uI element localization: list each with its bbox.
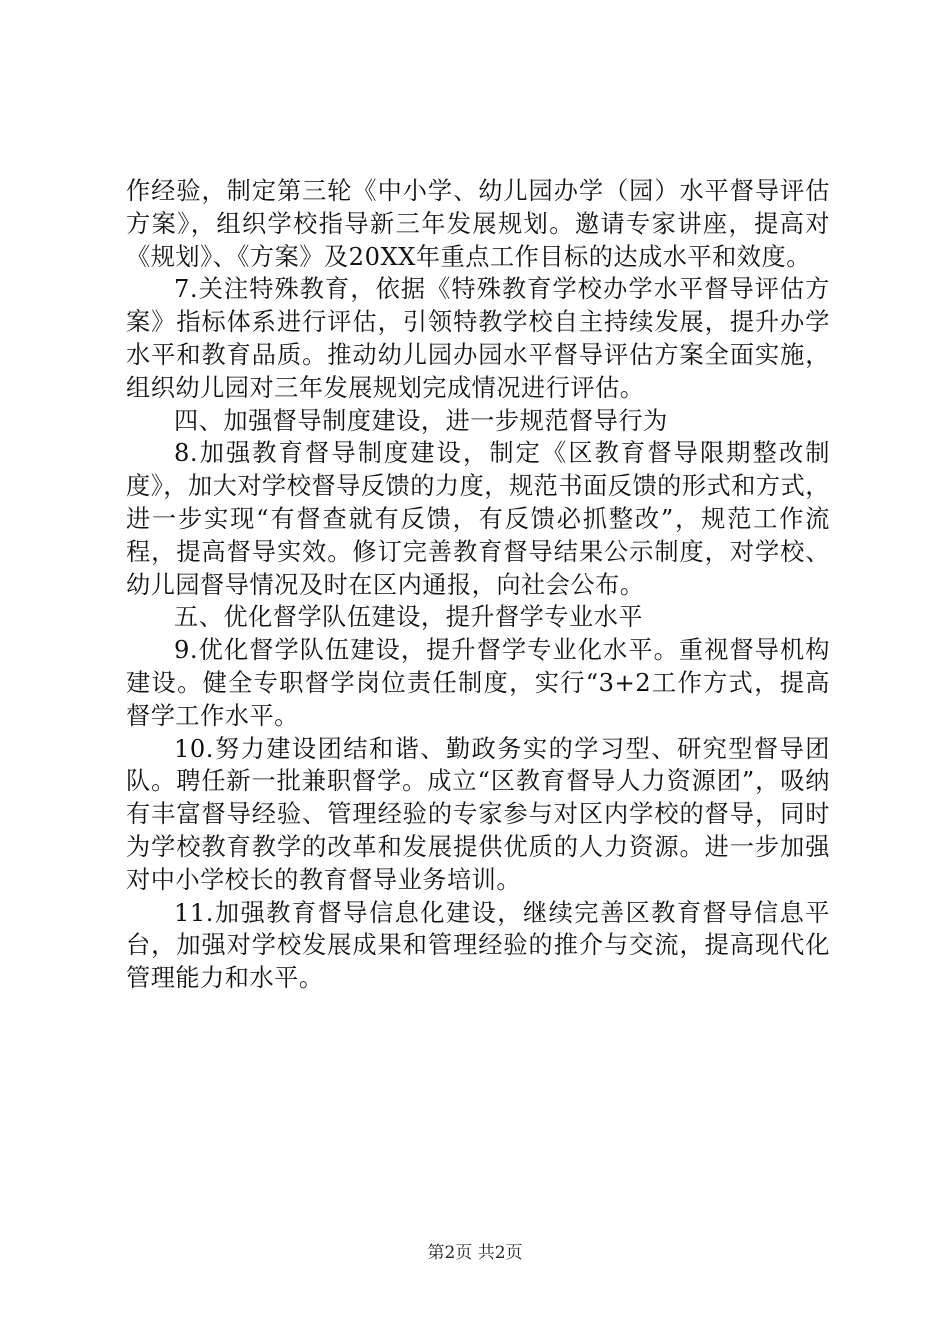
section-heading-5: 五、优化督学队伍建设，提升督学专业水平 [174, 603, 644, 632]
section-heading-4: 四、加强督导制度建设，进一步规范督导行为 [174, 406, 668, 435]
paragraph-item-9: 9.优化督学队伍建设，提升督学专业化水平。重视督导机构建设。健全专职督学岗位责任制度，实行“3+2工作方式，提高督学工作水平。 [126, 636, 830, 730]
paragraph-item-8: 8.加强教育督导制度建设，制定《区教育督导限期整改制度》，加大对学校督导反馈的力度，规范书面反馈的形式和方式，进一步实现“有督查就有反馈，有反馈必抓整改”，规范工作流程，提高督导实效。修订完善教育督导结果公示制度，对学校、幼儿园督导情况及时在区内通报，向社会公布。 [126, 439, 830, 599]
page-number-footer: 第2页 共2页 [427, 1243, 523, 1263]
paragraph-item-11: 11.加强教育督导信息化建设，继续完善区教育督导信息平台，加强对学校发展成果和管理经验的推介与交流，提高现代化管理能力和水平。 [126, 898, 830, 993]
document-body [126, 175, 830, 995]
paragraph-item-10: 10.努力建设团结和谐、勤政务实的学习型、研究型督导团队。聘任新一批兼职督学。成立“区教育督导人力资源团”，吸纳有丰富督导经验、管理经验的专家参与对区内学校的督导，同时为学校教育教学的改革和发展提供优质的人力资源。进一步加强对中小学校长的教育督导业务培训。 [126, 734, 830, 894]
paragraph-item-7: 7.关注特殊教育，依据《特殊教育学校办学水平督导评估方案》指标体系进行评估，引领特教学校自主持续发展，提升办学水平和教育品质。推动幼儿园办园水平督导评估方案全面实施，组织幼儿园对三年发展规划完成情况进行评估。 [126, 275, 830, 402]
paragraph-continuation: 作经验，制定第三轮《中小学、幼儿园办学（园）水平督导评估方案》，组织学校指导新三年发展规划。邀请专家讲座，提高对《规划》、《方案》及20XX年重点工作目标的达成水平和效度。 [126, 177, 830, 271]
